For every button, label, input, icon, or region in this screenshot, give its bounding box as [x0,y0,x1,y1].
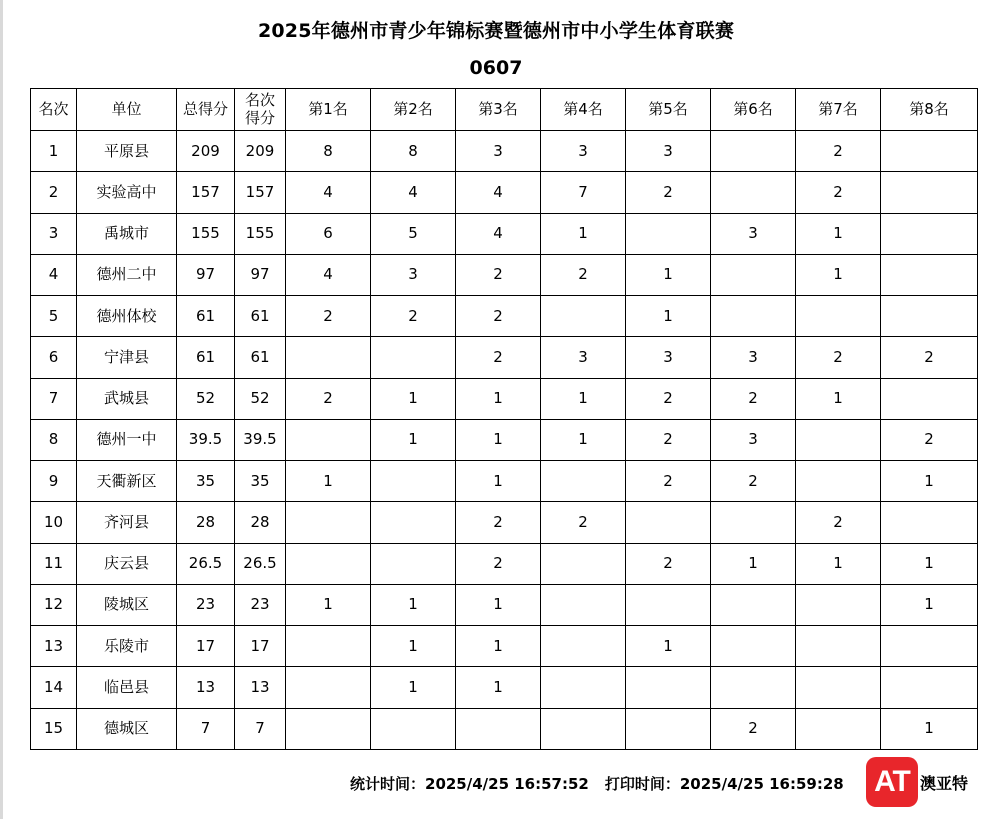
rank-score-cell: 28 [235,502,286,543]
place-1-cell [286,708,371,749]
rank-score-cell: 157 [235,172,286,213]
rank-cell: 9 [31,461,77,502]
place-1-cell [286,337,371,378]
place-3-cell: 1 [456,667,541,708]
place-1-cell: 4 [286,172,371,213]
rank-score-cell: 35 [235,461,286,502]
total-cell: 61 [177,337,235,378]
place-2-cell: 5 [371,213,456,254]
place-1-cell: 1 [286,461,371,502]
place-8-cell [881,667,978,708]
rank-score-cell: 61 [235,337,286,378]
place-2-cell [371,502,456,543]
place-5-cell: 3 [626,337,711,378]
place-8-cell [881,626,978,667]
place-5-cell: 1 [626,254,711,295]
print-time: 打印时间：2025/4/25 16:59:28 [604,775,844,793]
place-2-cell [371,543,456,584]
total-cell: 157 [177,172,235,213]
place-6-cell: 2 [711,461,796,502]
place-2-cell: 2 [371,296,456,337]
place-4-cell [541,296,626,337]
table-row [31,584,978,625]
unit-cell: 德州体校 [77,296,177,337]
place-7-cell: 1 [796,254,881,295]
place-3-cell: 1 [456,461,541,502]
unit-cell: 德州二中 [77,254,177,295]
place-4-cell [541,626,626,667]
unit-cell: 实验高中 [77,172,177,213]
table-row [31,131,978,172]
place-4-cell [541,584,626,625]
place-5-cell: 2 [626,419,711,460]
place-6-cell: 3 [711,337,796,378]
rank-score-cell: 39.5 [235,419,286,460]
table-row [31,461,978,502]
place-3-cell: 2 [456,254,541,295]
place-2-cell: 1 [371,584,456,625]
rank-score-cell: 7 [235,708,286,749]
place-7-cell: 1 [796,213,881,254]
stat-time: 统计时间：2025/4/25 16:57:52 [350,775,589,793]
place-8-cell [881,296,978,337]
place-8-cell [881,172,978,213]
rank-cell: 11 [31,543,77,584]
place-2-cell: 3 [371,254,456,295]
rank-cell: 3 [31,213,77,254]
col-header-place-6: 第6名 [711,89,796,131]
table-row [31,378,978,419]
place-6-cell [711,131,796,172]
place-8-cell: 1 [881,584,978,625]
col-header-place-2: 第2名 [371,89,456,131]
place-2-cell: 1 [371,419,456,460]
unit-cell: 天衢新区 [77,461,177,502]
brand-name: 澳亚特 [920,774,969,793]
place-1-cell [286,502,371,543]
total-cell: 61 [177,296,235,337]
place-1-cell [286,543,371,584]
table-row [31,626,978,667]
footer-times [350,773,844,794]
unit-cell: 齐河县 [77,502,177,543]
place-2-cell [371,461,456,502]
rank-cell: 8 [31,419,77,460]
total-cell: 155 [177,213,235,254]
place-2-cell: 1 [371,667,456,708]
col-header-place-5: 第5名 [626,89,711,131]
place-7-cell: 2 [796,131,881,172]
rank-score-cell: 23 [235,584,286,625]
unit-cell: 临邑县 [77,667,177,708]
total-cell: 39.5 [177,419,235,460]
place-1-cell: 6 [286,213,371,254]
place-7-cell: 2 [796,172,881,213]
place-4-cell [541,708,626,749]
total-cell: 28 [177,502,235,543]
place-2-cell: 8 [371,131,456,172]
place-3-cell: 2 [456,337,541,378]
unit-cell: 乐陵市 [77,626,177,667]
place-7-cell [796,584,881,625]
total-cell: 17 [177,626,235,667]
place-5-cell [626,584,711,625]
place-5-cell [626,708,711,749]
place-2-cell: 1 [371,626,456,667]
col-header-place-8: 第8名 [881,89,978,131]
place-6-cell [711,584,796,625]
rank-score-cell: 155 [235,213,286,254]
table-row [31,254,978,295]
place-4-cell: 2 [541,254,626,295]
unit-cell: 庆云县 [77,543,177,584]
place-4-cell [541,461,626,502]
place-3-cell: 4 [456,213,541,254]
place-3-cell: 2 [456,543,541,584]
unit-cell: 禹城市 [77,213,177,254]
col-header-total: 总得分 [177,89,235,131]
place-8-cell [881,254,978,295]
place-4-cell: 1 [541,213,626,254]
place-3-cell: 4 [456,172,541,213]
total-cell: 23 [177,584,235,625]
rank-score-cell: 26.5 [235,543,286,584]
table-row [31,502,978,543]
place-8-cell [881,213,978,254]
rank-cell: 2 [31,172,77,213]
rank-cell: 10 [31,502,77,543]
unit-cell: 宁津县 [77,337,177,378]
place-8-cell: 1 [881,543,978,584]
place-6-cell: 3 [711,213,796,254]
place-1-cell: 2 [286,296,371,337]
rank-cell: 5 [31,296,77,337]
unit-cell: 武城县 [77,378,177,419]
place-4-cell: 7 [541,172,626,213]
table-row [31,543,978,584]
total-cell: 7 [177,708,235,749]
place-1-cell: 8 [286,131,371,172]
place-5-cell [626,502,711,543]
place-5-cell: 2 [626,543,711,584]
place-4-cell [541,667,626,708]
place-8-cell: 1 [881,708,978,749]
place-8-cell: 2 [881,337,978,378]
place-2-cell [371,337,456,378]
place-7-cell [796,419,881,460]
table-row [31,296,978,337]
rank-cell: 13 [31,626,77,667]
rank-cell: 1 [31,131,77,172]
table-row [31,419,978,460]
place-6-cell [711,296,796,337]
place-8-cell: 1 [881,461,978,502]
place-5-cell [626,667,711,708]
place-7-cell [796,461,881,502]
page-edge [0,0,3,819]
place-4-cell: 3 [541,131,626,172]
table-body [31,131,978,750]
place-6-cell: 2 [711,708,796,749]
place-6-cell: 3 [711,419,796,460]
rank-cell: 7 [31,378,77,419]
place-4-cell: 1 [541,378,626,419]
rank-cell: 4 [31,254,77,295]
place-4-cell: 2 [541,502,626,543]
rank-cell: 6 [31,337,77,378]
place-3-cell: 1 [456,584,541,625]
rank-cell: 15 [31,708,77,749]
total-cell: 209 [177,131,235,172]
total-cell: 52 [177,378,235,419]
place-1-cell [286,626,371,667]
place-7-cell [796,626,881,667]
place-5-cell: 2 [626,172,711,213]
col-header-rank: 名次 [31,89,77,131]
total-cell: 97 [177,254,235,295]
unit-cell: 平原县 [77,131,177,172]
place-3-cell: 1 [456,378,541,419]
col-header-rank-score: 名次得分 [235,89,286,131]
place-6-cell [711,667,796,708]
unit-cell: 德州一中 [77,419,177,460]
place-5-cell: 2 [626,461,711,502]
place-7-cell [796,667,881,708]
place-4-cell: 1 [541,419,626,460]
place-3-cell: 2 [456,296,541,337]
place-6-cell [711,626,796,667]
place-5-cell: 3 [626,131,711,172]
rank-score-cell: 52 [235,378,286,419]
total-cell: 13 [177,667,235,708]
place-7-cell: 1 [796,543,881,584]
place-8-cell [881,502,978,543]
place-4-cell: 3 [541,337,626,378]
place-8-cell [881,378,978,419]
place-7-cell: 2 [796,502,881,543]
rank-score-cell: 209 [235,131,286,172]
place-1-cell [286,419,371,460]
table-row [31,213,978,254]
col-header-place-4: 第4名 [541,89,626,131]
rank-score-cell: 97 [235,254,286,295]
place-4-cell [541,543,626,584]
place-7-cell: 1 [796,378,881,419]
place-7-cell: 2 [796,337,881,378]
place-5-cell: 1 [626,626,711,667]
rank-score-cell: 61 [235,296,286,337]
unit-cell: 陵城区 [77,584,177,625]
place-2-cell [371,708,456,749]
place-7-cell [796,296,881,337]
table-row [31,708,978,749]
col-header-unit: 单位 [77,89,177,131]
table-row [31,337,978,378]
at-logo-icon: AT [866,757,918,807]
place-5-cell: 1 [626,296,711,337]
place-2-cell: 1 [371,378,456,419]
place-8-cell [881,131,978,172]
place-1-cell [286,667,371,708]
col-header-place-1: 第1名 [286,89,371,131]
place-3-cell: 3 [456,131,541,172]
rank-score-cell: 13 [235,667,286,708]
place-6-cell: 1 [711,543,796,584]
place-3-cell [456,708,541,749]
unit-cell: 德城区 [77,708,177,749]
place-6-cell [711,502,796,543]
place-2-cell: 4 [371,172,456,213]
place-3-cell: 1 [456,419,541,460]
total-cell: 35 [177,461,235,502]
table-row [31,667,978,708]
rank-cell: 14 [31,667,77,708]
rank-score-cell: 17 [235,626,286,667]
place-3-cell: 2 [456,502,541,543]
place-8-cell: 2 [881,419,978,460]
page-subtitle: 0607 [469,57,523,79]
place-5-cell [626,213,711,254]
page-title: 2025年德州市青少年锦标赛暨德州市中小学生体育联赛 [257,20,735,42]
col-header-place-3: 第3名 [456,89,541,131]
place-5-cell: 2 [626,378,711,419]
results-table [30,88,978,750]
rank-cell: 12 [31,584,77,625]
table-row [31,172,978,213]
col-header-place-7: 第7名 [796,89,881,131]
total-cell: 26.5 [177,543,235,584]
place-7-cell [796,708,881,749]
table-header-row [31,89,978,131]
place-6-cell [711,254,796,295]
place-3-cell: 1 [456,626,541,667]
place-6-cell: 2 [711,378,796,419]
place-1-cell: 1 [286,584,371,625]
place-1-cell: 2 [286,378,371,419]
place-1-cell: 4 [286,254,371,295]
place-6-cell [711,172,796,213]
